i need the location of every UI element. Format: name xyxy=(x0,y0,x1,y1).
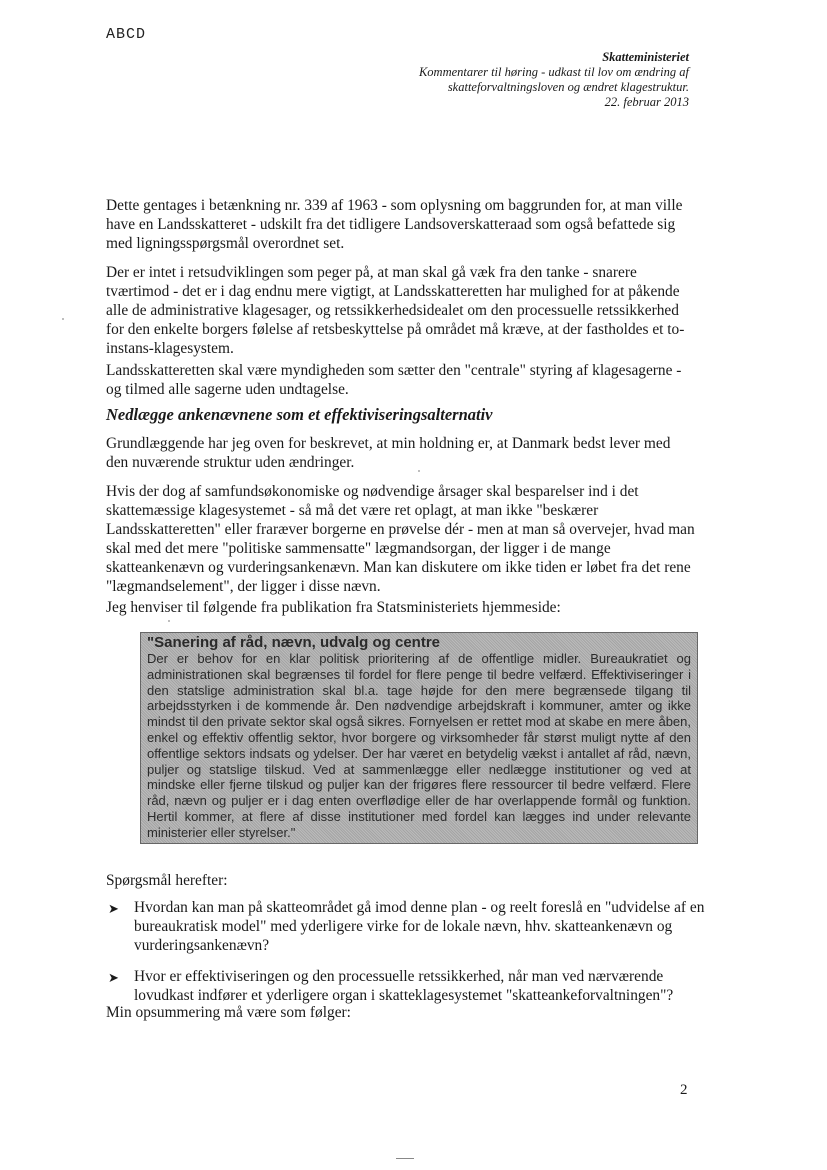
scan-speck xyxy=(62,318,64,320)
scan-speck xyxy=(168,620,170,622)
questions-list xyxy=(108,898,708,1017)
quote-box xyxy=(140,632,698,844)
header-line-2: skatteforvaltningsloven og ændret klagestruktur. xyxy=(447,80,689,94)
document-header xyxy=(269,50,689,110)
paragraph-1: Dette gentages i betænkning nr. 339 af 1963 - som oplysning om baggrunden for, at man ville have en Landsskatteret - udskilt fra det tidligere Landsoverskatteraad som også befattede sig med ligningsspørgsmål overordnet set. xyxy=(106,197,683,252)
document-stamp: ABCD xyxy=(106,26,147,43)
closing-line: Min opsummering må være som følger: xyxy=(106,1004,351,1021)
quote-text: Der er behov for en klar politisk prioritering af de offentlige midler. Bureaukratiet og administrationen skal begrænses til fordel for flere penge til bedre velfærd. Effektiviseringer i den statslige administration skal bl.a. tage højde for den mere begrænsede tilgang til arbejdsstyrken i de kommende år. Den nødvendige arbejdskraft i kommuner, amter og ikke mindst til den private sektor skal også sikres. Fornyelsen er rettet mod at skabe en mere åben, enkel og effektiv offentlig sektor, hvor borgere og virksomheder får størst muligt nytte af den offentlige sektors indsats og ydelser. Der har været en betydelig vækst i antallet af råd, nævn, puljer og statslige tilskud. Ved at sammenlægge eller nedlægge institutioner og ved at mindske eller fjerne tilskud og puljer kan der frigøres flere ressourcer til bedre velfærd. Flere råd, nævn og puljer er i dag enten overflødige eller de har overlappende formål og funktion. Hertil kommer, at flere af disse institutioner med fordel kan lægges ind under relevante ministerier eller styrelser." xyxy=(147,651,691,840)
question-text: Hvordan kan man på skatteområdet gå imod denne plan - og reelt foreslå en "udvidelse af en bureaukratisk model" med yderligere virke for de lokale nævn, hhv. skatteankenævn og vurderingsankenævn? xyxy=(134,899,705,954)
paragraph-3: Landsskatteretten skal være myndigheden som sætter den "centrale" styring af klagesagerne - og tilmed alle sagerne uden undtagelse. xyxy=(106,362,682,398)
quote-title: "Sanering af råd, nævn, udvalg og centre xyxy=(147,634,441,651)
question-text: Hvor er effektiviseringen og den processuelle retssikkerhed, når man ved nærværende lovudkast indfører et yderligere organ i skatteklagesystemet "skatteankeforvaltningen"? xyxy=(134,968,674,1004)
header-date: 22. februar 2013 xyxy=(604,95,689,109)
page-number: 2 xyxy=(680,1082,688,1098)
header-org: Skatteministeriet xyxy=(602,50,689,64)
section-paragraph-1: Grundlæggende har jeg oven for beskrevet, at min holdning er, at Danmark bedst lever med den nuværende struktur uden ændringer. xyxy=(106,435,671,471)
scan-mark xyxy=(396,1158,414,1159)
paragraph-2: Der er intet i retsudviklingen som peger på, at man skal gå væk fra den tanke - snarere tværtimod - det er i dag endnu mere vigtigt, at Landsskatteretten har mulighed for at påkende alle de administrative klagesager, og retssikkerhedsidealet om den processuelle retssikkerhed for den enkelte borgers følelse af retsbeskyttelse på området må kræve, at der fastholdes et to-instans-klagesystem. xyxy=(106,264,685,357)
questions-intro: Spørgsmål herefter: xyxy=(106,872,228,889)
section-paragraph-2: Hvis der dog af samfundsøkonomiske og nødvendige årsager skal besparelser ind i det skattemæssige klagesystemet - så må det være ret oplagt, at man ikke "beskærer Landsskatteretten" eller fraræver borgerne en prøvelse dér - men at man så overvejer, hvad man skal med det mere "politiske sammensatte" lægmandsorgan, der ligger i de mange skatteankenævn og vurderingsankenævn. Man kan diskutere om ikke tiden er løbet fra det rene "lægmandselement", der ligger i disse nævn. xyxy=(106,483,695,595)
arrow-bullet-icon: ➤ xyxy=(108,901,119,916)
header-line-1: Kommentarer til høring - udkast til lov om ændring af xyxy=(418,65,689,79)
section-paragraph-3: Jeg henviser til følgende fra publikation fra Statsministeriets hjemmeside: xyxy=(106,599,561,616)
list-item xyxy=(108,967,708,1005)
section-heading: Nedlægge ankenævnene som et effektiviseringsalternativ xyxy=(106,405,493,424)
scan-speck xyxy=(418,470,420,472)
list-item xyxy=(108,898,708,955)
arrow-bullet-icon: ➤ xyxy=(108,970,119,985)
